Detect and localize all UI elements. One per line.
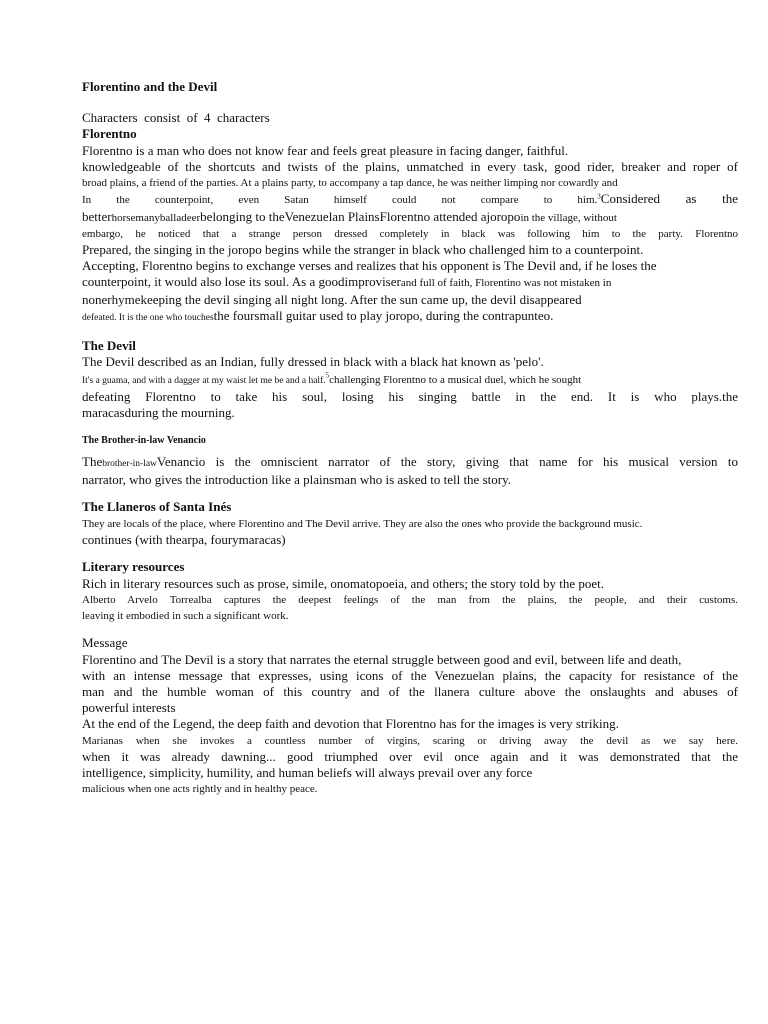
message-line-8: intelligence, simplicity, humility, and human beliefs will always prevail over any force: [82, 765, 533, 781]
florentino-line-10-b: keeping the devil singing all night long. After the sun came up, the devil disappeared: [140, 291, 582, 307]
devil-line-2-b: challenging Florentno to a musical duel, which he sought: [329, 373, 582, 386]
florentino-line-5-e: Florentno attended ajoropo: [379, 208, 521, 224]
literary-line-1: Rich in literary resources such as prose, simile, onomatopoeia, and others; the story told by the poet.: [82, 575, 605, 591]
florentino-line-10: [82, 292, 738, 308]
florentino-line-5-a: better: [82, 208, 112, 224]
florentino-line-1: Florentno is a man who does not know fear and feels great pleasure in facing danger, faithful.: [82, 142, 569, 158]
florentino-paragraph: [82, 143, 738, 326]
florentino-line-9: [82, 274, 738, 291]
florentino-line-5: [82, 209, 738, 226]
florentino-line-7: Prepared, the singing in the joropo begins while the stranger in black who challenged him to a counterpoint.: [82, 241, 644, 257]
devil-line-2-a: It's a guama, and with a dagger at my waist let me be and a half.: [82, 375, 326, 386]
brother-line-1: [82, 454, 738, 472]
document-title: Florentino and the Devil: [82, 79, 218, 94]
devil-paragraph: [82, 354, 738, 421]
florentino-line-5-f: in the village, without: [520, 211, 617, 224]
message-heading: Message: [82, 635, 128, 651]
literary-heading: Literary resources: [82, 559, 185, 575]
literary-line-2: Alberto Arvelo Torrealba captures the deepest feelings of the man from the plains, the people, and their customs.: [82, 593, 738, 606]
brother-line-1-a: The: [82, 453, 103, 469]
footnote-marker: 3: [597, 192, 601, 201]
florentino-heading: Florentno: [82, 126, 137, 142]
devil-line-3: defeating Florentno to take his soul, losing his singing battle in the end. It is who plays.the: [82, 388, 738, 404]
llaneros-heading: The Llaneros of Santa Inés: [82, 499, 232, 515]
devil-line-4: maracasduring the mourning.: [82, 405, 235, 421]
florentino-line-5-b: horsemanyballadeer: [111, 211, 201, 224]
brother-line-2: narrator, who gives the introduction like a plainsman who is asked to tell the story.: [82, 471, 511, 487]
florentino-line-9-c: and full of faith, Florentino was not mistaken in: [400, 277, 612, 290]
florentino-line-2: knowledgeable of the shortcuts and twists of the plains, unmatched in every task, good rider, breaker and roper of: [82, 158, 738, 174]
florentino-line-5-c: belonging to the: [200, 208, 285, 224]
brother-line-1-b: brother-in-law: [102, 458, 157, 469]
devil-line-2: [82, 371, 738, 389]
florentino-line-4: [82, 191, 738, 208]
footnote-marker: 5: [325, 371, 330, 380]
florentino-line-4-a: In the counterpoint, even Satan himself could not compare to him.: [82, 194, 598, 207]
devil-line-1: The Devil described as an Indian, fully dressed in black with a black hat known as 'pelo'.: [82, 354, 544, 370]
florentino-line-11-a: defeated. It is the one who touches: [82, 312, 214, 323]
llaneros-line-2: continues (with thearpa, fourymaracas): [82, 531, 286, 547]
message-line-1: Florentino and The Devil is a story that narrates the eternal struggle between good and evil, between life and death,: [82, 651, 682, 667]
brother-line-1-c: Venancio is the omniscient narrator of the story, giving that name for his musical version to: [156, 453, 738, 469]
message-line-6: Marianas when she invokes a countless number of virgins, scaring or driving away the devil as we say here.: [82, 734, 738, 747]
llaneros-line-1: They are locals of the place, where Florentino and The Devil arrive. They are also the ones who provide the background music.: [82, 517, 643, 530]
message-line-3: man and the humble woman of this country and of the llanera culture above the onslaughts and abuses of: [82, 684, 738, 700]
message-paragraph: [82, 652, 738, 798]
literary-line-3: leaving it embodied in such a significant work.: [82, 609, 289, 622]
document-page: [82, 78, 738, 798]
florentino-line-5-d: Venezuelan Plains: [284, 208, 380, 224]
literary-paragraph: [82, 576, 738, 625]
brother-heading: The Brother-in-law Venancio: [82, 435, 206, 447]
llaneros-paragraph: [82, 516, 738, 548]
message-line-7: when it was already dawning... good triumphed over evil once again and it was demonstrated that the: [82, 748, 738, 764]
devil-heading: The Devil: [82, 337, 136, 353]
message-line-5: At the end of the Legend, the deep faith and devotion that Florentno has for the images is very striking.: [82, 716, 619, 732]
florentino-line-9-a: counterpoint, it would also lose its soul. As a good: [82, 274, 345, 290]
message-line-2: with an intense message that expresses, using icons of the Venezuelan plains, the capacity for resistance of the: [82, 667, 738, 683]
florentino-line-10-a: nonerhyme: [82, 291, 141, 307]
florentino-line-4-b: Considered as the: [600, 191, 738, 207]
florentino-line-6: embargo, he noticed that a strange person dressed completely in black was following him to the party. Florentno: [82, 227, 738, 240]
message-line-4: powerful interests: [82, 700, 176, 716]
florentino-line-9-b: improviser: [344, 274, 401, 290]
intro-line: Characters consist of 4 characters: [82, 110, 270, 125]
florentino-line-11: [82, 308, 738, 326]
florentino-line-3: broad plains, a friend of the parties. At a plains party, to accompany a tap dance, he was neither limping nor cowardly and: [82, 177, 618, 190]
florentino-line-8: Accepting, Florentno begins to exchange verses and realizes that his opponent is The Devil and, if he loses the: [82, 258, 657, 274]
florentino-line-11-b: the foursmall guitar used to play joropo, during the contrapunteo.: [213, 307, 554, 323]
brother-paragraph: [82, 454, 738, 488]
message-line-9: malicious when one acts rightly and in healthy peace.: [82, 783, 318, 796]
